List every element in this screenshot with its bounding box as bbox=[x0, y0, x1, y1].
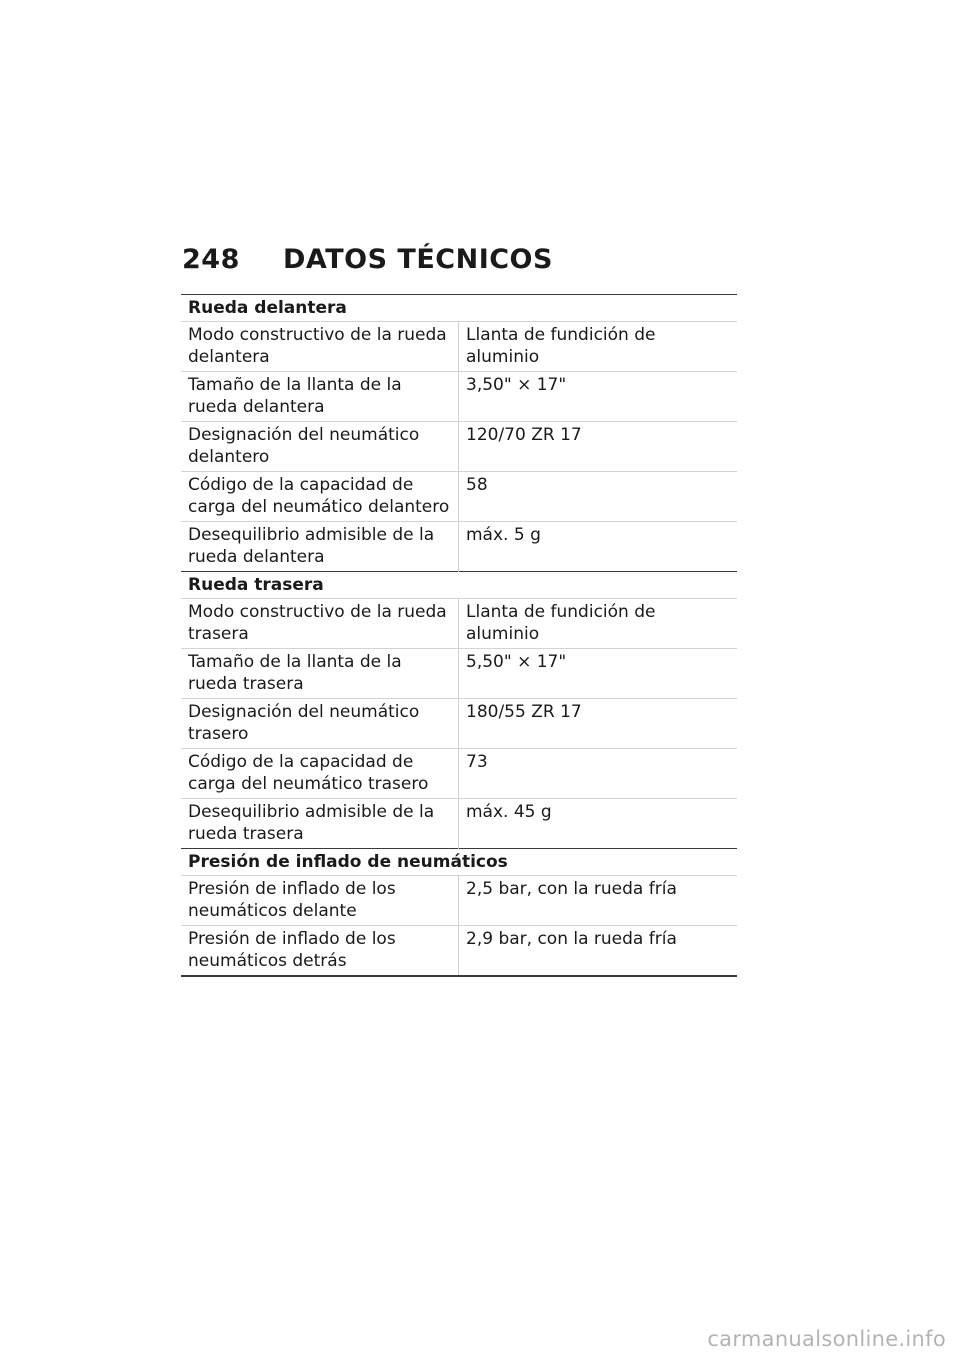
watermark-text: carmanualsonline.info bbox=[707, 1327, 946, 1351]
page-header bbox=[182, 244, 553, 275]
spec-label: Código de la capacidad de carga del neumático trasero bbox=[181, 749, 459, 799]
spec-label: Tamaño de la llanta de la rueda delantera bbox=[181, 372, 459, 422]
page-number: 248 bbox=[182, 244, 240, 275]
table-row bbox=[181, 372, 737, 422]
table-row bbox=[181, 322, 737, 372]
spec-label: Presión de inflado de los neumáticos delante bbox=[181, 876, 459, 926]
table-row bbox=[181, 649, 737, 699]
spec-value: 58 bbox=[459, 472, 738, 522]
spec-label: Tamaño de la llanta de la rueda trasera bbox=[181, 649, 459, 699]
spec-label: Desequilibrio admisible de la rueda trasera bbox=[181, 799, 459, 849]
spec-label: Presión de inflado de los neumáticos detrás bbox=[181, 926, 459, 977]
spec-value: 3,50" × 17" bbox=[459, 372, 738, 422]
table-row bbox=[181, 749, 737, 799]
spec-value: máx. 45 g bbox=[459, 799, 738, 849]
section-title: Rueda delantera bbox=[181, 295, 737, 322]
page-title: DATOS TÉCNICOS bbox=[283, 244, 553, 275]
spec-label: Modo constructivo de la rueda trasera bbox=[181, 599, 459, 649]
table-row bbox=[181, 522, 737, 572]
spec-value: máx. 5 g bbox=[459, 522, 738, 572]
table-row bbox=[181, 799, 737, 849]
section-header-row bbox=[181, 849, 737, 876]
specs-table bbox=[181, 294, 737, 977]
spec-label: Designación del neumático delantero bbox=[181, 422, 459, 472]
table-row bbox=[181, 422, 737, 472]
table-row bbox=[181, 599, 737, 649]
spec-label: Modo constructivo de la rueda delantera bbox=[181, 322, 459, 372]
section-title: Presión de inflado de neumáticos bbox=[181, 849, 737, 876]
section-title: Rueda trasera bbox=[181, 572, 737, 599]
spec-value: Llanta de fundición de aluminio bbox=[459, 599, 738, 649]
spec-label: Desequilibrio admisible de la rueda delantera bbox=[181, 522, 459, 572]
spec-label: Designación del neumático trasero bbox=[181, 699, 459, 749]
spec-value: 120/70 ZR 17 bbox=[459, 422, 738, 472]
spec-value: 2,9 bar, con la rueda fría bbox=[459, 926, 738, 977]
spec-value: 5,50" × 17" bbox=[459, 649, 738, 699]
table-row bbox=[181, 926, 737, 977]
table-row bbox=[181, 472, 737, 522]
spec-value: 180/55 ZR 17 bbox=[459, 699, 738, 749]
spec-label: Código de la capacidad de carga del neumático delantero bbox=[181, 472, 459, 522]
spec-value: 73 bbox=[459, 749, 738, 799]
table-row bbox=[181, 699, 737, 749]
section-header-row bbox=[181, 295, 737, 322]
table-row bbox=[181, 876, 737, 926]
spec-value: Llanta de fundición de aluminio bbox=[459, 322, 738, 372]
section-header-row bbox=[181, 572, 737, 599]
spec-value: 2,5 bar, con la rueda fría bbox=[459, 876, 738, 926]
